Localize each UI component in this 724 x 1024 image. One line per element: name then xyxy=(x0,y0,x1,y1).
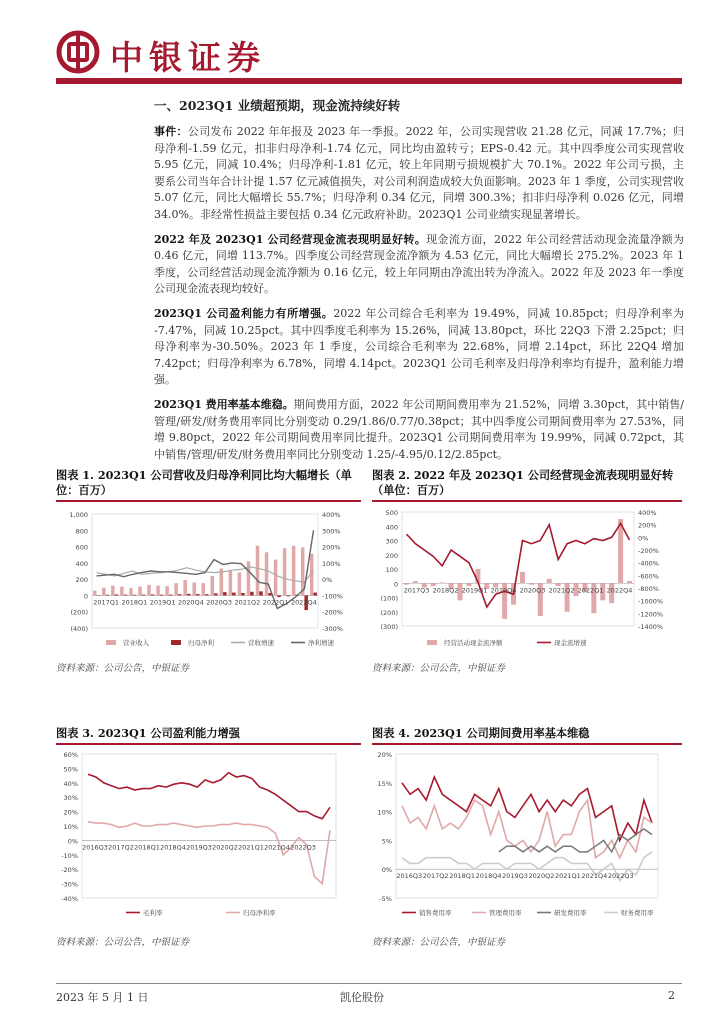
revenue-bar xyxy=(229,570,233,595)
right-axis-tick-label: -200% xyxy=(638,547,659,555)
net-profit-bar xyxy=(133,595,137,596)
paragraph-profitability xyxy=(154,306,684,389)
cashflow-bar xyxy=(520,572,525,583)
revenue-bar xyxy=(202,583,206,595)
section-title: 一、2023Q1 业绩超预期，现金流持续好转 xyxy=(154,98,401,113)
legend-swatch xyxy=(427,640,437,645)
left-axis-tick-label: (300) xyxy=(380,623,398,631)
revenue-bar xyxy=(274,560,278,596)
right-axis-tick-label: 0% xyxy=(322,576,333,585)
paragraph-text: 期间费用方面，2022 年公司期间费用率为 21.52%，同增 3.30pct，其中销售/管理/研发/财务费用率同比分别变动 0.29/1.86/0.77/0.38pct；其中四季度公司期间费用率为 27.53%，同增 9.80pct，2022 年公司期间费用率同比提升。2023Q1 公司期间费用率为 19.99%，同减 0.72pct，其中销售/管理/研发/财务费用率同比分别变动 1.25/-4.95/0.12/2.85pct。 xyxy=(154,397,684,461)
chart-1 xyxy=(56,504,361,652)
y-axis-tick-label: -10% xyxy=(61,851,78,860)
y-axis-tick-label: 20% xyxy=(63,808,78,817)
net-profit-bar xyxy=(313,593,317,596)
report-header xyxy=(56,30,682,80)
y-axis-tick-label: 15% xyxy=(377,779,392,788)
x-tick-label: 2018Q1 xyxy=(449,872,476,881)
left-axis-tick-label: 1,000 xyxy=(69,511,88,519)
net-profit-bar xyxy=(250,592,254,596)
right-axis-tick-label: 0% xyxy=(638,534,649,543)
gross-margin-line xyxy=(88,773,330,819)
revenue-bar xyxy=(183,580,187,595)
net-profit-bar xyxy=(259,591,263,595)
figure-3-title: 图表 3. 2023Q1 公司盈利能力增强 xyxy=(56,726,240,740)
right-axis-tick-label: -800% xyxy=(638,585,659,593)
x-tick-label: 2022Q1 xyxy=(262,598,289,607)
footer-company: 凯伦股份 xyxy=(340,991,384,1004)
right-axis-tick-label: -200% xyxy=(322,608,343,617)
legend-label: 销售费用率 xyxy=(419,909,452,917)
chart-2 xyxy=(372,504,682,652)
legend-label: 毛利率 xyxy=(143,909,163,917)
net-profit-bar xyxy=(160,595,164,596)
x-tick-label: 2018Q2 xyxy=(432,586,459,595)
right-axis-tick-label: 300% xyxy=(322,527,341,536)
net-margin-line xyxy=(88,822,330,884)
revenue-bar xyxy=(174,583,178,595)
figure-4-rule xyxy=(372,743,682,745)
x-tick-label: 2018Q1 xyxy=(134,843,160,852)
right-axis-tick-label: -100% xyxy=(322,592,343,601)
revenue-bar xyxy=(192,582,196,595)
bank-of-china-logo-icon xyxy=(56,30,100,74)
revenue-bar xyxy=(93,591,97,596)
figure-3-source: 资料来源：公司公告，中银证券 xyxy=(56,937,190,948)
legend-label: 归母净利 xyxy=(188,639,214,647)
right-axis-tick-label: 400% xyxy=(322,511,341,519)
y-axis-tick-label: -20% xyxy=(61,866,78,875)
x-tick-label: 2018Q4 xyxy=(160,843,186,852)
x-tick-label: 2017Q2 xyxy=(422,872,449,881)
revenue-bar xyxy=(165,586,169,595)
right-axis-tick-label: 200% xyxy=(322,543,341,552)
y-axis-tick-label: 30% xyxy=(63,794,78,803)
profit-growth-line xyxy=(97,530,314,608)
net-profit-bar xyxy=(196,594,200,595)
right-axis-tick-label: -300% xyxy=(322,625,343,633)
x-tick-label: 2021Q1 xyxy=(238,843,264,852)
figure-1-source: 资料来源：公司公告，中银证券 xyxy=(56,663,190,674)
left-axis-tick-label: (400) xyxy=(70,625,88,633)
net-profit-bar xyxy=(286,595,290,596)
left-axis-tick-label: 200 xyxy=(75,576,88,585)
right-axis-tick-label: -600% xyxy=(638,572,659,581)
net-profit-bar xyxy=(142,595,146,596)
net-profit-bar xyxy=(205,594,209,595)
figure-2-source: 资料来源：公司公告，中银证券 xyxy=(372,663,506,674)
cashflow-bar xyxy=(618,519,623,583)
paragraph-event xyxy=(154,124,684,224)
x-tick-label: 2019Q4 xyxy=(490,586,517,595)
x-tick-label: 2020Q3 xyxy=(206,598,233,607)
paragraph-text: 现金流方面，2022 年公司经营活动现金流量净额为 0.46 亿元，同增 113.7%。四季度公司经营现金流净额为 4.53 亿元，同比大幅增长 275.2%。2023 年 1 季度，公司经营活动现金流净额为 0.16 亿元，较上年同期由净流出转为净流入。2022 年及 2023 年一季度公司现金流表现均较好。 xyxy=(154,232,684,296)
chart-4 xyxy=(372,746,682,926)
left-axis-tick-label: (200) xyxy=(70,608,88,617)
left-axis-tick-label: 200 xyxy=(385,551,398,560)
x-tick-label: 2019Q3 xyxy=(186,843,212,852)
x-tick-label: 2021Q4 xyxy=(581,872,608,881)
chart-3 xyxy=(56,746,361,926)
selling-expense-line xyxy=(402,777,652,840)
paragraph-text: 公司发布 2022 年年报及 2023 年一季报。2022 年，公司实现营收 21.28 亿元，同减 17.7%；归母净利-1.59 亿元，扣非归母净利-1.74 亿元，同比均由盈转亏；EPS-0.42 元。其中四季度公司实现营收 5.95 亿元，同减 10.4%；归母净利-1.81 亿元，较上年同期亏损规模扩大 70.1%。2022 年公司亏损，主要系公司当年合计计提 1.57 亿元减值损失，对公司利润造成较大负面影响。2023 年 1 季度，公司实现营收 5.07 亿元，同比大幅增长 55.7%；归母净利 0.34 亿元，同增 300.3%；扣非归母净利 0.026 亿元，同增 34.0%。非经常性损益主要包括 0.34 亿元政府补助。2023Q1 公司业绩实现显著增长。 xyxy=(154,125,685,221)
paragraph-lead: 2022 年及 2023Q1 公司经营现金流表现明显好转。 xyxy=(154,232,427,246)
x-tick-label: 2020Q2 xyxy=(528,872,555,881)
x-tick-label: 2022Q3 xyxy=(290,843,316,852)
net-profit-bar xyxy=(169,595,173,596)
legend-label: 财务费用率 xyxy=(621,909,654,917)
left-axis-tick-label: 800 xyxy=(75,527,88,536)
net-profit-bar xyxy=(115,594,119,595)
paragraph-expense xyxy=(154,397,684,463)
x-tick-label: 2022Q1 xyxy=(577,586,604,595)
y-axis-tick-label: -40% xyxy=(61,895,78,903)
y-axis-tick-label: 60% xyxy=(63,751,78,759)
revenue-bar xyxy=(283,548,287,595)
left-axis-tick-label: 600 xyxy=(75,543,88,552)
revenue-bar xyxy=(111,586,115,596)
y-axis-tick-label: 0% xyxy=(67,837,78,846)
net-profit-bar xyxy=(151,594,155,595)
paragraph-lead: 2023Q1 费用率基本维稳。 xyxy=(154,397,294,411)
legend-label: 营收增速 xyxy=(248,639,274,647)
figure-4-title: 图表 4. 2023Q1 公司期间费用率基本维稳 xyxy=(372,726,590,740)
revenue-bar xyxy=(129,588,133,595)
cashflow-bar xyxy=(440,583,445,584)
figure-1-title: 图表 1. 2023Q1 公司营收及归母净利同比均大幅增长（单位：百万） xyxy=(56,468,352,497)
legend-swatch xyxy=(106,640,116,645)
net-profit-bar xyxy=(178,594,182,595)
left-axis-tick-label: (100) xyxy=(380,594,398,603)
left-axis-tick-label: 0 xyxy=(83,592,88,601)
legend-label: 营业收入 xyxy=(123,639,149,647)
revenue-bar xyxy=(138,586,142,595)
paragraph-text: 2022 年公司综合毛利率为 19.49%，同减 10.85pct；归母净利率为 -7.47%，同减 10.25pct。其中四季度毛利率为 15.26%，同减 13.80pct，环比 22Q3 下滑 2.25pct；归母净利率为-30.50%。2023 年 1 季度，公司综合毛利率为 22.68%，同增 2.14pct，环比 22Q4 增加 7.42pct；归母净利率为 6.78%，同增 4.14pct。2023Q1 公司毛利率及归母净利率均有提升，盈利能力增强。 xyxy=(154,306,684,387)
figure-1-rule xyxy=(56,500,361,502)
figure-2-rule xyxy=(372,500,682,502)
net-profit-bar xyxy=(232,593,236,596)
x-tick-label: 2020Q3 xyxy=(519,586,546,595)
main-text xyxy=(154,96,684,471)
left-axis-tick-label: 0 xyxy=(393,580,398,589)
net-profit-bar xyxy=(187,594,191,596)
figure-3-rule xyxy=(56,743,361,745)
left-axis-tick-label: 300 xyxy=(385,537,398,546)
brand-name: 中银证券 xyxy=(110,38,266,77)
revenue-bar xyxy=(265,552,269,595)
x-tick-label: 2019Q1 xyxy=(149,598,176,607)
y-axis-tick-label: 10% xyxy=(377,808,392,817)
y-axis-tick-label: -5% xyxy=(379,895,392,903)
left-axis-tick-label: 500 xyxy=(385,509,398,517)
x-tick-label: 2018Q1 xyxy=(121,598,148,607)
net-profit-bar xyxy=(241,593,245,595)
y-axis-tick-label: 50% xyxy=(63,765,78,774)
y-axis-tick-label: -30% xyxy=(61,880,78,889)
net-profit-bar xyxy=(214,593,218,595)
legend-label: 净利增速 xyxy=(308,639,334,647)
x-tick-label: 2017Q1 xyxy=(93,598,120,607)
figure-4-source: 资料来源：公司公告，中银证券 xyxy=(372,937,506,948)
legend-label: 现金流增速 xyxy=(554,639,587,647)
paragraph-cashflow xyxy=(154,232,684,298)
left-axis-tick-label: (200) xyxy=(380,608,398,617)
revenue-bar xyxy=(156,586,160,596)
revenue-bar xyxy=(247,561,251,595)
legend-swatch xyxy=(171,640,181,645)
net-profit-bar xyxy=(223,592,227,595)
footer-date: 2023 年 5 月 1 日 xyxy=(56,991,149,1004)
net-profit-bar xyxy=(277,595,281,597)
paragraph-lead: 事件： xyxy=(154,125,188,138)
y-axis-tick-label: 10% xyxy=(63,823,78,831)
revenue-bar xyxy=(120,586,124,595)
x-tick-label: 2019Q3 xyxy=(502,872,528,881)
revenue-bar xyxy=(102,588,106,596)
x-tick-label: 2020Q2 xyxy=(212,843,238,852)
right-axis-tick-label: -1000% xyxy=(638,597,664,606)
y-axis-tick-label: 20% xyxy=(377,751,392,759)
footer-page-number: 2 xyxy=(668,989,675,1002)
right-axis-tick-label: 100% xyxy=(322,559,341,568)
revenue-bar xyxy=(147,585,151,596)
x-tick-label: 2019Q1 xyxy=(461,586,488,595)
left-axis-tick-label: 100 xyxy=(385,566,398,574)
left-axis-tick-label: 400 xyxy=(75,559,88,568)
x-tick-label: 2017Q2 xyxy=(108,843,134,852)
cashflow-bar xyxy=(627,581,632,583)
x-tick-label: 2021Q2 xyxy=(548,586,575,595)
figure-2-title: 图表 2. 2022 年及 2023Q1 公司经营现金流表现明显好转（单位：百万） xyxy=(372,468,674,497)
x-tick-label: 2017Q3 xyxy=(403,586,430,595)
y-axis-tick-label: 0% xyxy=(381,866,392,875)
y-axis-tick-label: 40% xyxy=(63,779,78,788)
legend-label: 管理费用率 xyxy=(489,909,522,917)
footer-rule xyxy=(56,983,682,984)
revenue-bar xyxy=(238,573,242,596)
legend-label: 研发费用率 xyxy=(554,909,587,917)
right-axis-tick-label: -1200% xyxy=(638,610,664,619)
revenue-bar xyxy=(211,576,215,596)
left-axis-tick-label: 400 xyxy=(385,523,398,532)
legend-label: 归母净利率 xyxy=(243,909,276,917)
legend-label: 经营活动现金流净额 xyxy=(444,639,503,647)
x-tick-label: 2021Q1 xyxy=(554,872,581,881)
cashflow-bar xyxy=(547,579,552,583)
right-axis-tick-label: 400% xyxy=(638,509,657,517)
cashflow-bar xyxy=(404,583,409,584)
x-tick-label: 2021Q4 xyxy=(264,843,290,852)
y-axis-tick-label: 5% xyxy=(381,837,392,846)
x-tick-label: 2022Q3 xyxy=(607,872,634,881)
x-tick-label: 2022Q4 xyxy=(606,586,633,595)
x-tick-label: 2022Q4 xyxy=(290,598,317,607)
net-profit-bar xyxy=(106,595,110,596)
x-tick-label: 2016Q3 xyxy=(396,872,423,881)
paragraph-lead: 2023Q1 公司盈利能力有所增强。 xyxy=(154,306,334,320)
right-axis-tick-label: -1400% xyxy=(638,623,664,631)
x-tick-label: 2016Q3 xyxy=(82,843,108,852)
right-axis-tick-label: 200% xyxy=(638,521,657,530)
x-tick-label: 2020Q4 xyxy=(177,598,204,607)
cashflow-bar xyxy=(413,581,418,583)
x-tick-label: 2021Q2 xyxy=(234,598,261,607)
net-profit-bar xyxy=(124,595,128,596)
revenue-bar xyxy=(292,546,296,596)
revenue-bar xyxy=(256,546,259,596)
cashflow-bar xyxy=(529,583,534,584)
header-rule xyxy=(56,78,682,84)
x-tick-label: 2018Q4 xyxy=(475,872,502,881)
right-axis-tick-label: -400% xyxy=(638,559,659,568)
